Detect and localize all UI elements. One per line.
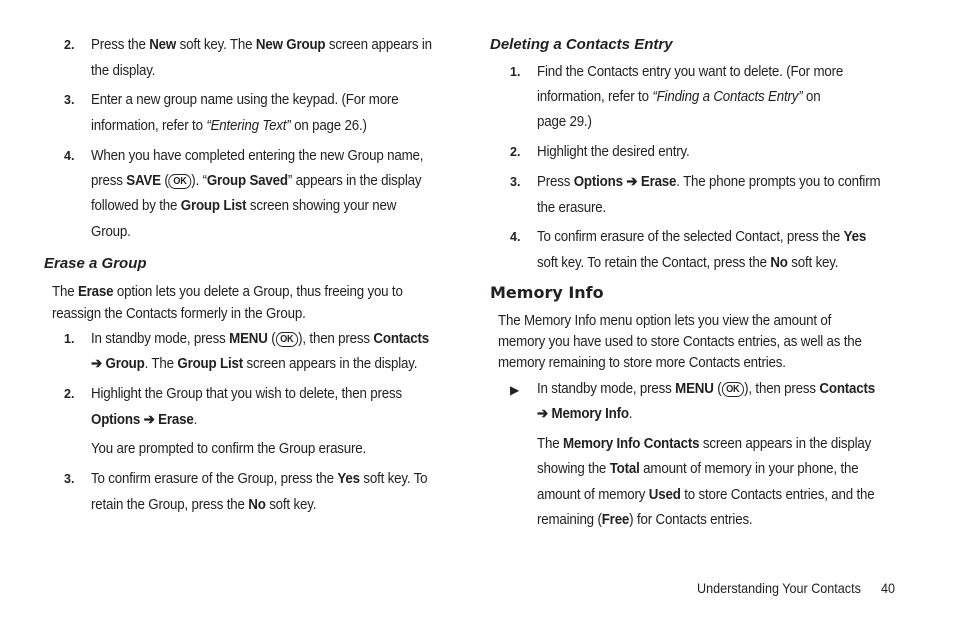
step-number: 2.	[64, 38, 75, 52]
step-text: remaining (Free) for Contacts entries.	[537, 512, 753, 528]
step-text: In standby mode, press MENU ( OK ), then press Contacts	[91, 331, 430, 347]
step-text: In standby mode, press MENU ( OK ), then press Contacts	[537, 381, 876, 397]
paragraph-text: The Memory Info menu option lets you view the amount of	[498, 313, 832, 329]
section-heading: Erase a Group	[44, 255, 147, 272]
step-number: 1.	[510, 65, 521, 79]
ok-key-icon: OK	[275, 332, 298, 347]
step-text: press SAVE ( OK ). “Group Saved” appears in the display	[91, 173, 422, 189]
page-number: 40	[881, 580, 896, 596]
step-number: 4.	[64, 149, 75, 163]
step-number: 3.	[64, 93, 75, 107]
ok-key-icon: OK	[721, 382, 744, 397]
footer-section-title: Understanding Your Contacts	[697, 580, 861, 596]
paragraph-text: The Erase option lets you delete a Group, thus freeing you to	[52, 284, 403, 300]
step-text: Press Options ➔ Erase. The phone prompts you to confirm	[537, 174, 881, 190]
step-text: Enter a new group name using the keypad. (For more	[91, 92, 399, 108]
step-text: information, refer to “Entering Text” on page 26.)	[91, 118, 367, 134]
paragraph-text: reassign the Contacts formerly in the Group.	[52, 306, 306, 322]
paragraph-text: memory remaining to store more Contacts entries.	[498, 355, 786, 371]
section-heading: Memory Info	[490, 283, 604, 302]
step-text: You are prompted to confirm the Group erasure.	[91, 441, 367, 457]
step-text: The Memory Info Contacts screen appears in the display	[537, 436, 872, 452]
step-text: ➔ Group. The Group List screen appears in the display.	[91, 356, 418, 372]
step-text: When you have completed entering the new Group name,	[91, 148, 424, 164]
step-number: 3.	[510, 175, 521, 189]
step-text: page 29.)	[537, 114, 592, 130]
step-number: 2.	[510, 145, 521, 159]
step-text: showing the Total amount of memory in your phone, the	[537, 461, 859, 477]
step-text: To confirm erasure of the Group, press the Yes soft key. To	[91, 471, 428, 487]
step-text: Find the Contacts entry you want to delete. (For more	[537, 64, 844, 80]
paragraph-text: memory you have used to store Contacts entries, as well as the	[498, 334, 862, 350]
step-text: ➔ Memory Info.	[537, 406, 633, 422]
step-number: 2.	[64, 387, 75, 401]
step-text: followed by the Group List screen showing your new	[91, 198, 397, 214]
step-text: information, refer to “Finding a Contacts Entry” on	[537, 89, 821, 105]
step-text: Press the New soft key. The New Group screen appears in	[91, 37, 432, 53]
step-text: Group.	[91, 224, 131, 240]
step-number: 1.	[64, 332, 75, 346]
step-text: retain the Group, press the No soft key.	[91, 497, 317, 513]
step-text: the erasure.	[537, 200, 606, 216]
step-text: the display.	[91, 63, 156, 79]
step-number: 3.	[64, 472, 75, 486]
step-text: Highlight the desired entry.	[537, 144, 690, 160]
step-text: Highlight the Group that you wish to delete, then press	[91, 386, 402, 402]
step-text: amount of memory Used to store Contacts entries, and the	[537, 487, 875, 503]
step-text: soft key. To retain the Contact, press the No soft key.	[537, 255, 839, 271]
bullet-arrow-icon: ▶	[510, 383, 520, 397]
section-heading: Deleting a Contacts Entry	[490, 36, 673, 53]
ok-key-icon: OK	[169, 174, 192, 189]
step-number: 4.	[510, 230, 521, 244]
step-text: To confirm erasure of the selected Contact, press the Yes	[537, 229, 867, 245]
step-text: Options ➔ Erase.	[91, 412, 198, 428]
